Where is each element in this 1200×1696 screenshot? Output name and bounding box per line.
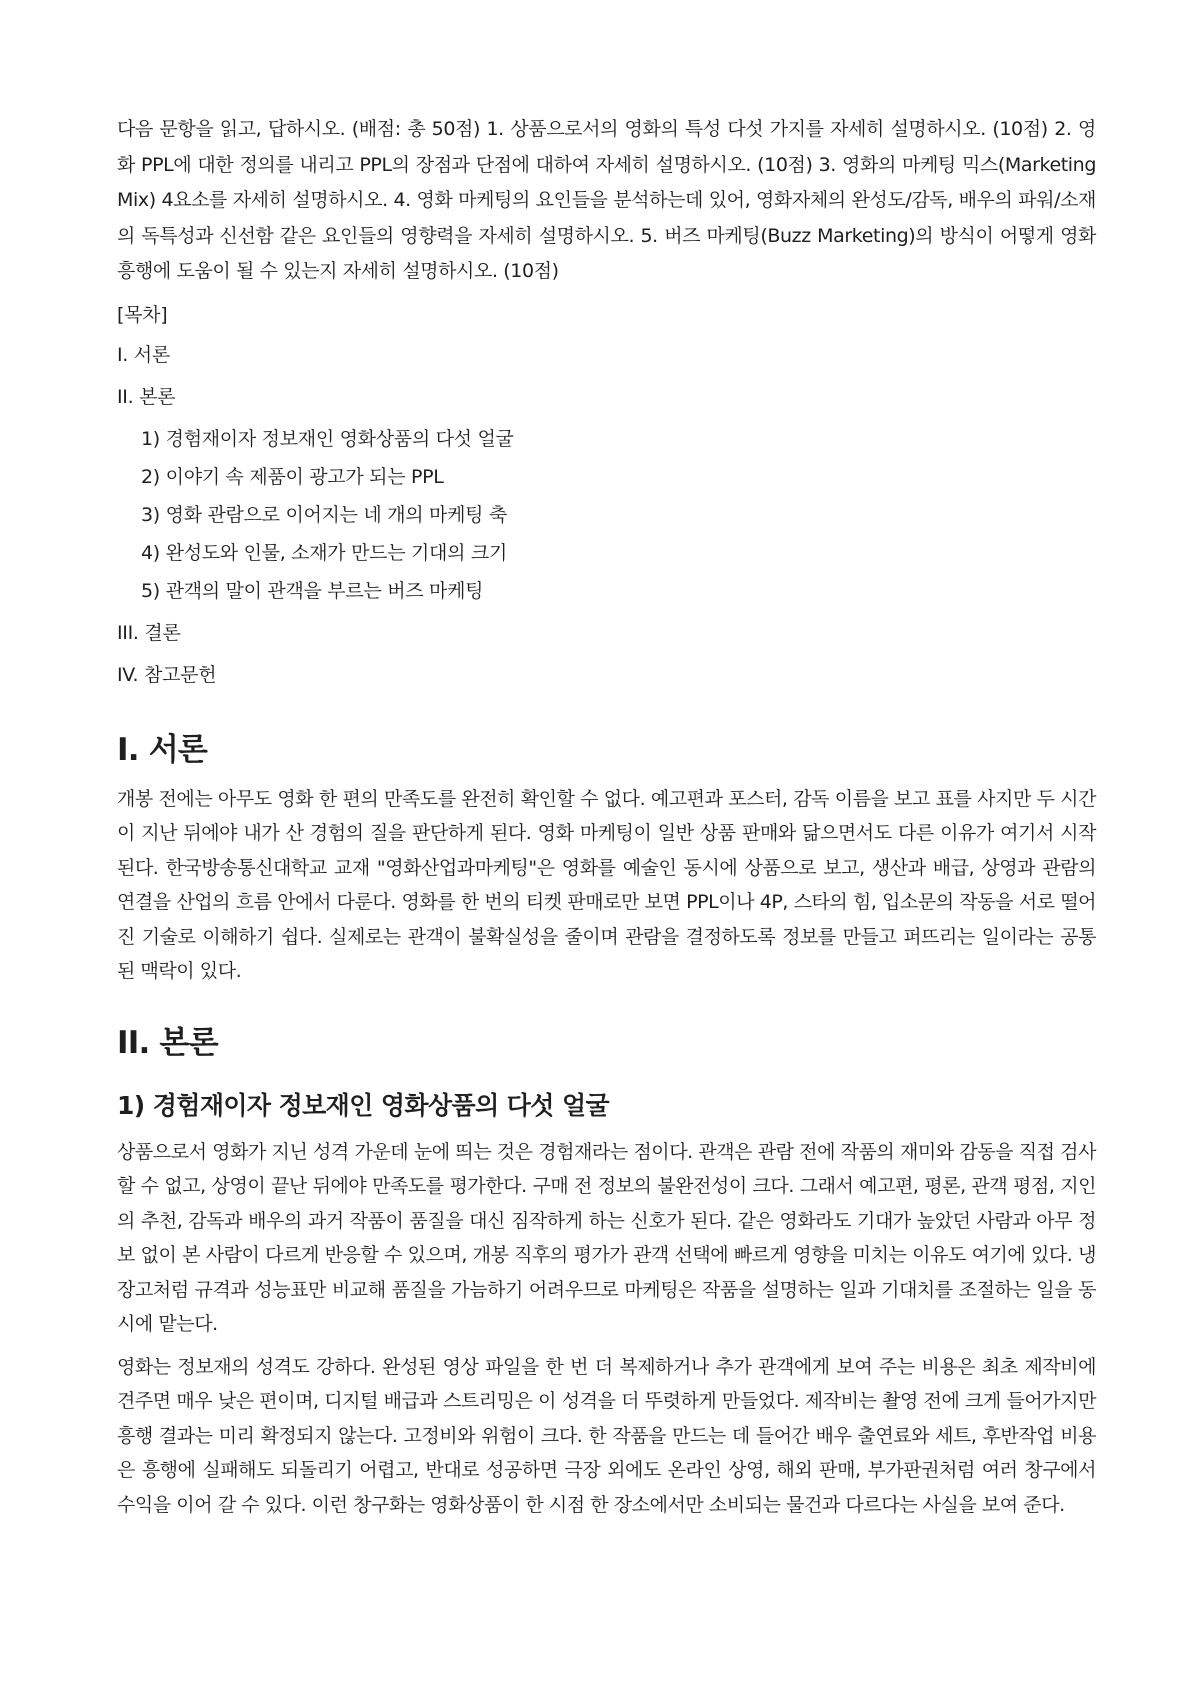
toc-subitem: 4) 완성도와 인물, 소재가 만드는 기대의 크기: [141, 541, 507, 564]
section-heading: 1) 경험재이자 정보재인 영화상품의 다섯 얼굴: [117, 1090, 610, 1120]
main-heading: II. 본론: [117, 1024, 218, 1061]
toc-item: I. 서론: [117, 343, 170, 366]
toc-subitem: 2) 이야기 속 제품이 광고가 되는 PPL: [141, 465, 444, 488]
toc-subitem: 1) 경험재이자 정보재인 영화상품의 다섯 얼굴: [141, 427, 514, 450]
section-paragraph: 영화는 정보재의 성격도 강하다. 완성된 영상 파일을 한 번 더 복제하거나 추가 관객에게 보여 주는 비용은 최초 제작비에 견주면 매우 낮은 편이며, 디지털 배급과 스트리밍은 이 성격을 더 뚜렷하게 만들었다. 제작비는 촬영 전에 크게 들어가지만 흥행 결과는 미리 확정되지 않는다. 고정비와 위험이 크다. 한 작품을 만드는 데 들어간 배우 출연료와 세트, 후반작업 비용은 흥행에 실패해도 되돌리기 어렵고, 반대로 성공하면 극장 외에도 온라인 상영, 해외 판매, 부가판권처럼 여러 창구에서 수익을 이어 갈 수 있다. 이런 창구화는 영화상품이 한 시점 한 장소에서만 소비되는 물건과 다르다는 사실을 보여 준다.: [117, 1355, 1096, 1516]
toc-item: III. 결론: [117, 621, 181, 644]
toc-item: IV. 참고문헌: [117, 663, 217, 686]
intro-heading: I. 서론: [117, 731, 207, 768]
toc-item: II. 본론: [117, 385, 176, 408]
toc-subitem: 3) 영화 관람으로 이어지는 네 개의 마케팅 축: [141, 503, 507, 526]
table-of-contents: [117, 340, 1096, 690]
toc-heading: [목차]: [117, 303, 168, 326]
section-paragraph: 상품으로서 영화가 지닌 성격 가운데 눈에 띄는 것은 경험재라는 점이다. 관객은 관람 전에 작품의 재미와 감동을 직접 검사할 수 없고, 상영이 끝난 뒤에야 만족도를 평가한다. 구매 전 정보의 불완전성이 크다. 그래서 예고편, 평론, 관객 평점, 지인의 추천, 감독과 배우의 과거 작품이 품질을 대신 짐작하게 하는 신호가 된다. 같은 영화라도 기대가 높았던 사람과 아무 정보 없이 본 사람이 다르게 반응할 수 있으며, 개봉 직후의 평가가 관객 선택에 빠르게 영향을 미치는 이유도 여기에 있다. 냉장고처럼 규격과 성능표만 비교해 품질을 가늠하기 어려우므로 마케팅은 작품을 설명하는 일과 기대치를 조절하는 일을 동시에 맡는다.: [117, 1140, 1096, 1335]
assignment-question: 다음 문항을 읽고, 답하시오. (배점: 총 50점) 1. 상품으로서의 영화의 특성 다섯 가지를 자세히 설명하시오. (10점) 2. 영화 PPL에 대한 정의를 내리고 PPL의 장점과 단점에 대하여 자세히 설명하시오. (10점) 3. 영화의 마케팅 믹스(Marketing Mix) 4요소를 자세히 설명하시오. 4. 영화 마케팅의 요인들을 분석하는데 있어, 영화자체의 완성도/감독, 배우의 파워/소재의 독특성과 신선함 같은 요인들의 영향력을 자세히 설명하시오. 5. 버즈 마케팅(Buzz Marketing)의 방식이 어떻게 영화흥행에 도움이 될 수 있는지 자세히 설명하시오. (10점): [117, 118, 1096, 282]
toc-subitem: 5) 관객의 말이 관객을 부르는 버즈 마케팅: [141, 579, 484, 602]
intro-paragraph: 개봉 전에는 아무도 영화 한 편의 만족도를 완전히 확인할 수 없다. 예고편과 포스터, 감독 이름을 보고 표를 사지만 두 시간이 지난 뒤에야 내가 산 경험의 질을 판단하게 된다. 영화 마케팅이 일반 상품 판매와 닮으면서도 다른 이유가 여기서 시작된다. 한국방송통신대학교 교재 "영화산업과마케팅"은 영화를 예술인 동시에 상품으로 보고, 생산과 배급, 상영과 관람의 연결을 산업의 흐름 안에서 다룬다. 영화를 한 번의 티켓 판매로만 보면 PPL이나 4P, 스타의 힘, 입소문의 작동을 서로 떨어진 기술로 이해하기 쉽다. 실제로는 관객이 불확실성을 줄이며 관람을 결정하도록 정보를 만들고 퍼뜨리는 일이라는 공통된 맥락이 있다.: [117, 787, 1096, 982]
